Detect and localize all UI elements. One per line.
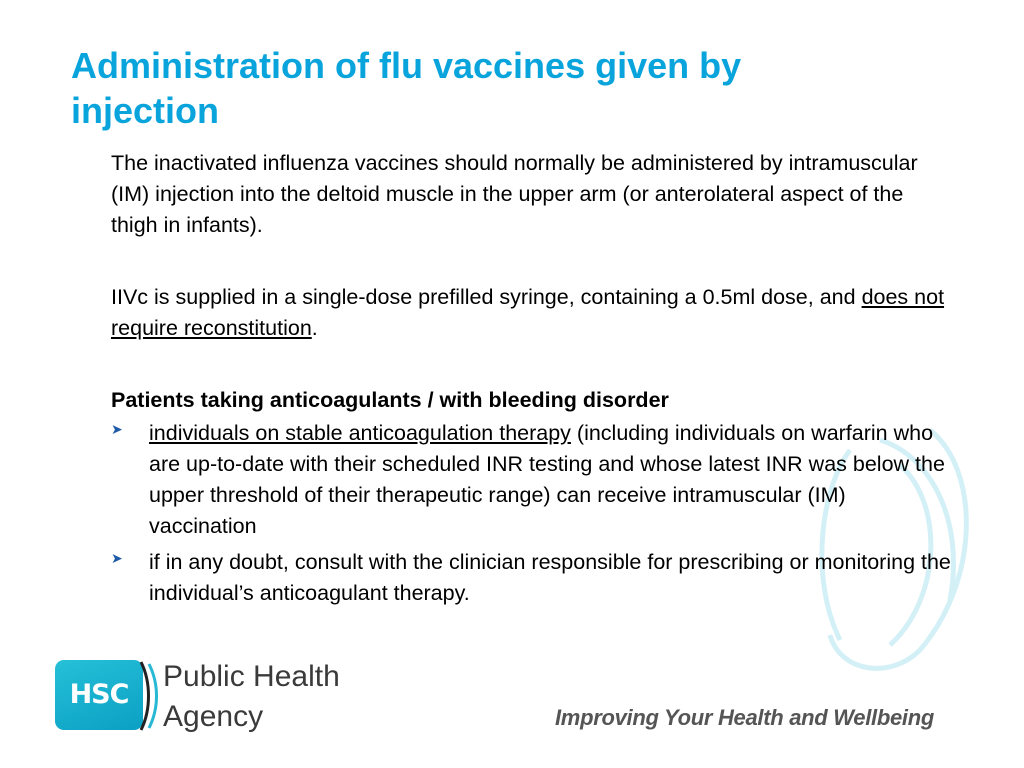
reconstitution-emphasis: does not require reconstitution bbox=[111, 285, 945, 340]
iivc-paragraph bbox=[111, 282, 951, 344]
logo-arcs-icon bbox=[137, 658, 163, 734]
bullet-underlined-text: individuals on stable anticoagulation therapy bbox=[149, 421, 571, 445]
anticoagulant-bullets bbox=[111, 418, 951, 609]
tagline: Improving Your Health and Wellbeing bbox=[555, 705, 935, 730]
arrowhead-bullet-icon: ➤ bbox=[111, 421, 123, 437]
arrowhead-bullet-icon: ➤ bbox=[111, 550, 123, 566]
logo-name-line1: Public Health bbox=[163, 660, 340, 693]
bullet-text: if in any doubt, consult with the clinician responsible for prescribing or monitoring the individual’s anticoagulant therapy. bbox=[149, 550, 951, 605]
logo-name-line2: Agency bbox=[163, 700, 264, 733]
bullet-item bbox=[111, 418, 951, 542]
slide-title: Administration of flu vaccines given by injection bbox=[71, 45, 742, 131]
hsc-logo-mark: HSC bbox=[55, 660, 143, 730]
bullet-item bbox=[111, 547, 951, 609]
slide-body bbox=[111, 148, 951, 609]
intro-paragraph: The inactivated influenza vaccines should normally be administered by intramuscular (IM) injection into the deltoid muscle in the upper arm (or anterolateral aspect of the thigh in infants). bbox=[111, 151, 918, 237]
hsc-logo bbox=[53, 658, 353, 738]
iivc-text-end: . bbox=[311, 316, 318, 340]
bullet-text: (including individuals on warfarin who are up-to-date with their scheduled INR testing and whose latest INR was below the upper threshold of their therapeutic range) can receive intramuscular (IM) vaccination bbox=[149, 421, 945, 538]
anticoagulant-heading: Patients taking anticoagulants / with bleeding disorder bbox=[111, 388, 669, 412]
iivc-text: IIVc is supplied in a single-dose prefilled syringe, containing a 0.5ml dose, and bbox=[111, 285, 862, 309]
